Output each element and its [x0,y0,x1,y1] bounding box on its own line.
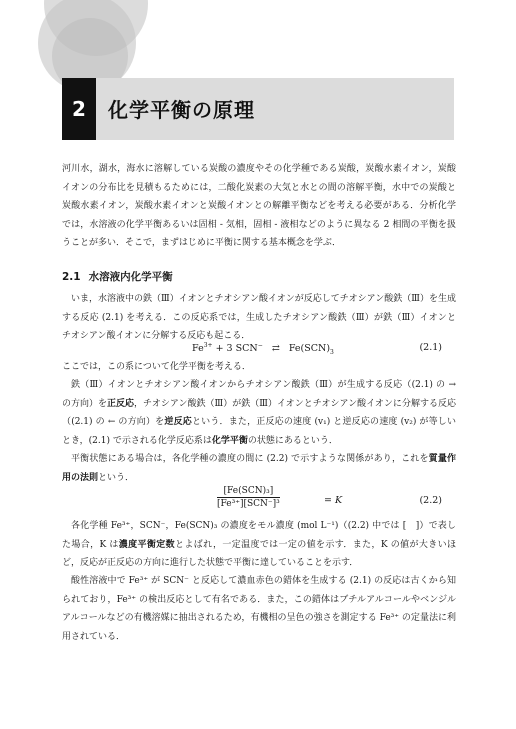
paragraph: 鉄（Ⅲ）イオンとチオシアン酸イオンからチオシアン酸鉄（Ⅲ）が生成する反応（(2.1) の → の方向）を正反応，チオシアン酸鉄（Ⅲ）が鉄（Ⅲ）イオンとチオシアン酸イオンに分解する反応（(2.1) の ← の方向）を逆反応という．また，正反応の速度 (v₁) と逆反応の速度 (v₂) が等しいとき，(2.1) で示される化学反応系は化学平衡の状態にあるという． [62,380,456,446]
equation-number: (2.1) [419,342,442,353]
equation-2-1 [62,342,456,358]
keyword: 正反応 [107,398,135,409]
equation-fraction [217,486,280,509]
equilibrium-arrow: ⇄ [271,343,280,355]
paragraph: ここでは，この系について化学平衡を考える． [62,362,251,372]
chapter-number: 2 [62,78,96,140]
fraction-numerator: [Fe(SCN)₃] [217,486,280,498]
fraction-denominator: [Fe³⁺][SCN⁻]³ [217,499,280,509]
equation-rhs: = K [324,495,343,506]
intro-paragraph: 河川水，湖水，海水に溶解している炭酸の濃度やその化学種である炭酸，炭酸水素イオン，炭酸イオンの分布比を見積もるためには，二酸化炭素の大気と水との間の溶解平衡，水中での炭酸と炭酸水素イオン，炭酸水素イオンと炭酸イオンとの解離平衡などを考える必要がある．分析化学では，水溶液の化学平衡あるいは固相 - 気相，固相 - 液相などのように異なる 2 相間の平衡を扱うことが多い．そこで，まずはじめに平衡に関する基本概念を学ぶ． [62,164,456,248]
paragraph: 酸性溶液中で Fe³⁺ が SCN⁻ と反応して濃血赤色の錯体を生成する (2.1) の反応は古くから知られており，Fe³⁺ の検出反応として有名である．また，この錯体はブチルアルコールやベンジルアルコールなどの有機溶媒に抽出されるため，有機相の呈色の強さを測定する Fe³⁺ の定量法に利用されている． [62,576,456,642]
keyword: 化学平衡 [211,435,248,446]
equation-expression: $Fe^{3+} + 3$ SCN− ⇄ $Fe(SCN)_3$ [192,342,334,357]
section-title: 水溶液内化学平衡 [88,271,173,283]
paragraph: 平衡状態にある場合は，各化学種の濃度の間に (2.2) で示すような関係があり，これを質量作用の法則という． [62,454,456,483]
section-number: 2.1 [62,271,81,283]
section-heading [62,269,173,284]
keyword: 逆反応 [164,417,192,427]
equation-number: (2.2) [419,495,442,506]
paragraph: いま，水溶液中の鉄（Ⅲ）イオンとチオシアン酸イオンが反応してチオシアン酸鉄（Ⅲ）を生成する反応 (2.1) を考える．この反応系では，生成したチオシアン酸鉄（Ⅲ）が鉄（Ⅲ）イオンとチオシアン酸イオンに分解する反応も起こる． [62,294,456,341]
chapter-title: 化学平衡の原理 [108,98,255,122]
keyword: 質量作用の法則 [62,454,456,483]
keyword: 濃度平衡定数 [118,539,175,550]
paragraph: 各化学種 Fe³⁺，SCN⁻，Fe(SCN)₃ の濃度をモル濃度 (mol L⁻¹)（(2.2) 中では [ ]）で表した場合，K は濃度平衡定数とよばれ，一定温度では一定の値を示す．また，K の値が大きいほど，反応が正反応の方向に進行した状態で平衡に達していることを示す． [62,521,456,568]
